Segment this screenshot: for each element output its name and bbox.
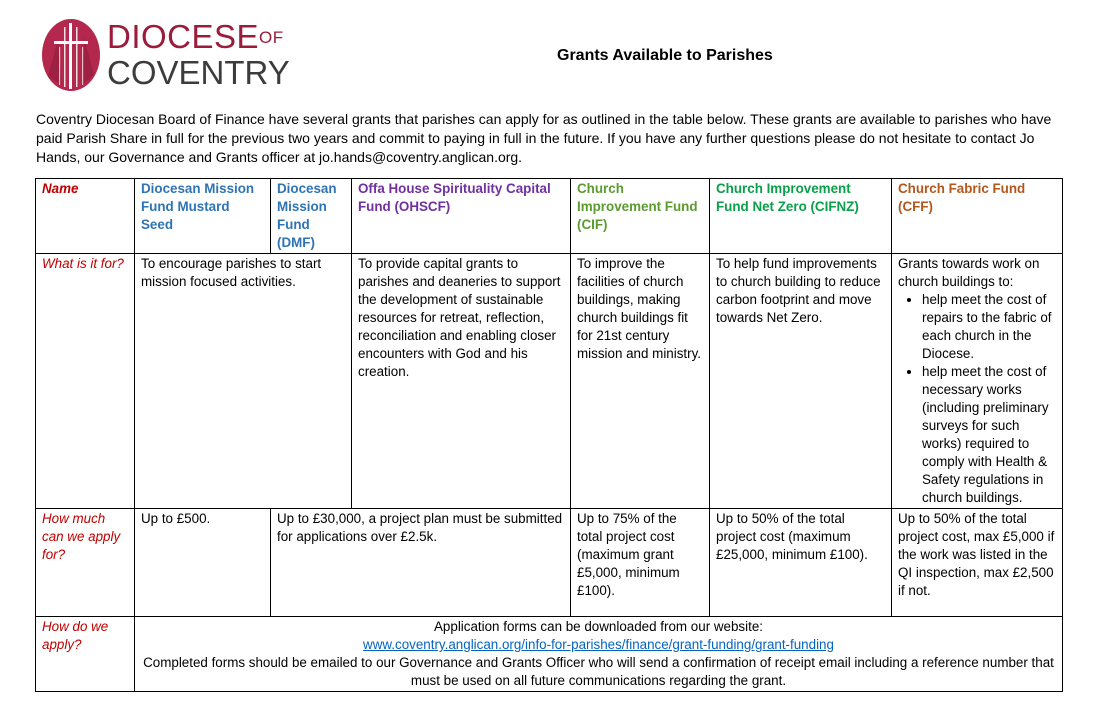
header-name: Name <box>36 179 135 254</box>
table-row-what <box>36 254 1063 509</box>
header-cifnz: Church Improvement Fund Net Zero (CIFNZ) <box>710 179 892 254</box>
intro-paragraph: Coventry Diocesan Board of Finance have several grants that parishes can apply for as outlined in the table below. These grants are available to parishes who have paid Parish Share in full for the previous two years and commit to paying in full in the future. If you have any further questions please do not hesitate to contact Jo Hands, our Governance and Grants officer at jo.hands@coventry.anglican.org. <box>36 111 1052 165</box>
cell-how-much-mustard: Up to £500. <box>135 509 271 617</box>
cell-what-mission: To encourage parishes to start mission focused activities. <box>135 254 352 509</box>
table-row-how-apply <box>36 617 1063 692</box>
grants-table <box>35 178 1063 692</box>
row-label-how-much: How much can we apply for? <box>36 509 135 617</box>
header-ohscf: Offa House Spirituality Capital Fund (OHSCF) <box>352 179 571 254</box>
cross-emblem-icon <box>40 17 104 93</box>
cff-bullet-list <box>898 291 1056 507</box>
header-cif: Church Improvement Fund (CIF) <box>571 179 710 254</box>
cell-how-much-dmf-ohscf: Up to £30,000, a project plan must be submitted for applications over £2.5k. <box>271 509 571 617</box>
cell-how-much-cff: Up to 50% of the total project cost, max £5,000 if the work was listed in the QI inspection, max £2,500 if not. <box>892 509 1063 617</box>
cell-what-cifnz: To help fund improvements to church building to reduce carbon footprint and move towards Net Zero. <box>710 254 892 509</box>
cell-how-much-cif: Up to 75% of the total project cost (maximum grant £5,000, minimum £100). <box>571 509 710 617</box>
header-dmf: Diocesan Mission Fund (DMF) <box>271 179 352 254</box>
header-mustard-seed: Diocesan Mission Fund Mustard Seed <box>135 179 271 254</box>
diocese-logo <box>40 15 290 93</box>
document-title: Grants Available to Parishes <box>557 47 773 64</box>
row-label-what: What is it for? <box>36 254 135 509</box>
cff-intro: Grants towards work on church buildings to: <box>898 256 1040 289</box>
logo-wordmark-top: $DIOCESE^{OF}$ <box>107 18 284 55</box>
table-row-how-much <box>36 509 1063 617</box>
row-label-how-apply: How do we apply? <box>36 617 135 692</box>
cell-how-much-cifnz: Up to 50% of the total project cost (maximum £25,000, minimum £100). <box>710 509 892 617</box>
header-cff: Church Fabric Fund (CFF) <box>892 179 1063 254</box>
cell-what-cff <box>892 254 1063 509</box>
cell-what-ohscf: To provide capital grants to parishes and deaneries to support the development of sustainable resources for retreat, reflection, reconciliation and enabling closer encounters with God and his creation. <box>352 254 571 509</box>
logo-wordmark-bottom: COVENTRY <box>107 54 290 91</box>
cell-what-cif: To improve the facilities of church buildings, making church buildings fit for 21st century mission and ministry. <box>571 254 710 509</box>
list-item: • help meet the cost of repairs to the fabric of each church in the Diocese. <box>922 291 1056 363</box>
apply-email-instructions: Completed forms should be emailed to our Governance and Grants Officer who will send a confirmation of receipt email including a reference number that must be used on all future communications regarding the grant. <box>143 655 1054 688</box>
apply-instructions: Application forms can be downloaded from our website: <box>434 619 763 634</box>
grant-funding-link[interactable]: www.coventry.anglican.org/info-for-parishes/finance/grant-funding/grant-funding <box>363 637 834 652</box>
list-item: • help meet the cost of necessary works (including preliminary surveys for such works) required to comply with Health & Safety regulations in church buildings. <box>922 363 1056 507</box>
table-header-row <box>36 179 1063 254</box>
cell-how-apply <box>135 617 1063 692</box>
